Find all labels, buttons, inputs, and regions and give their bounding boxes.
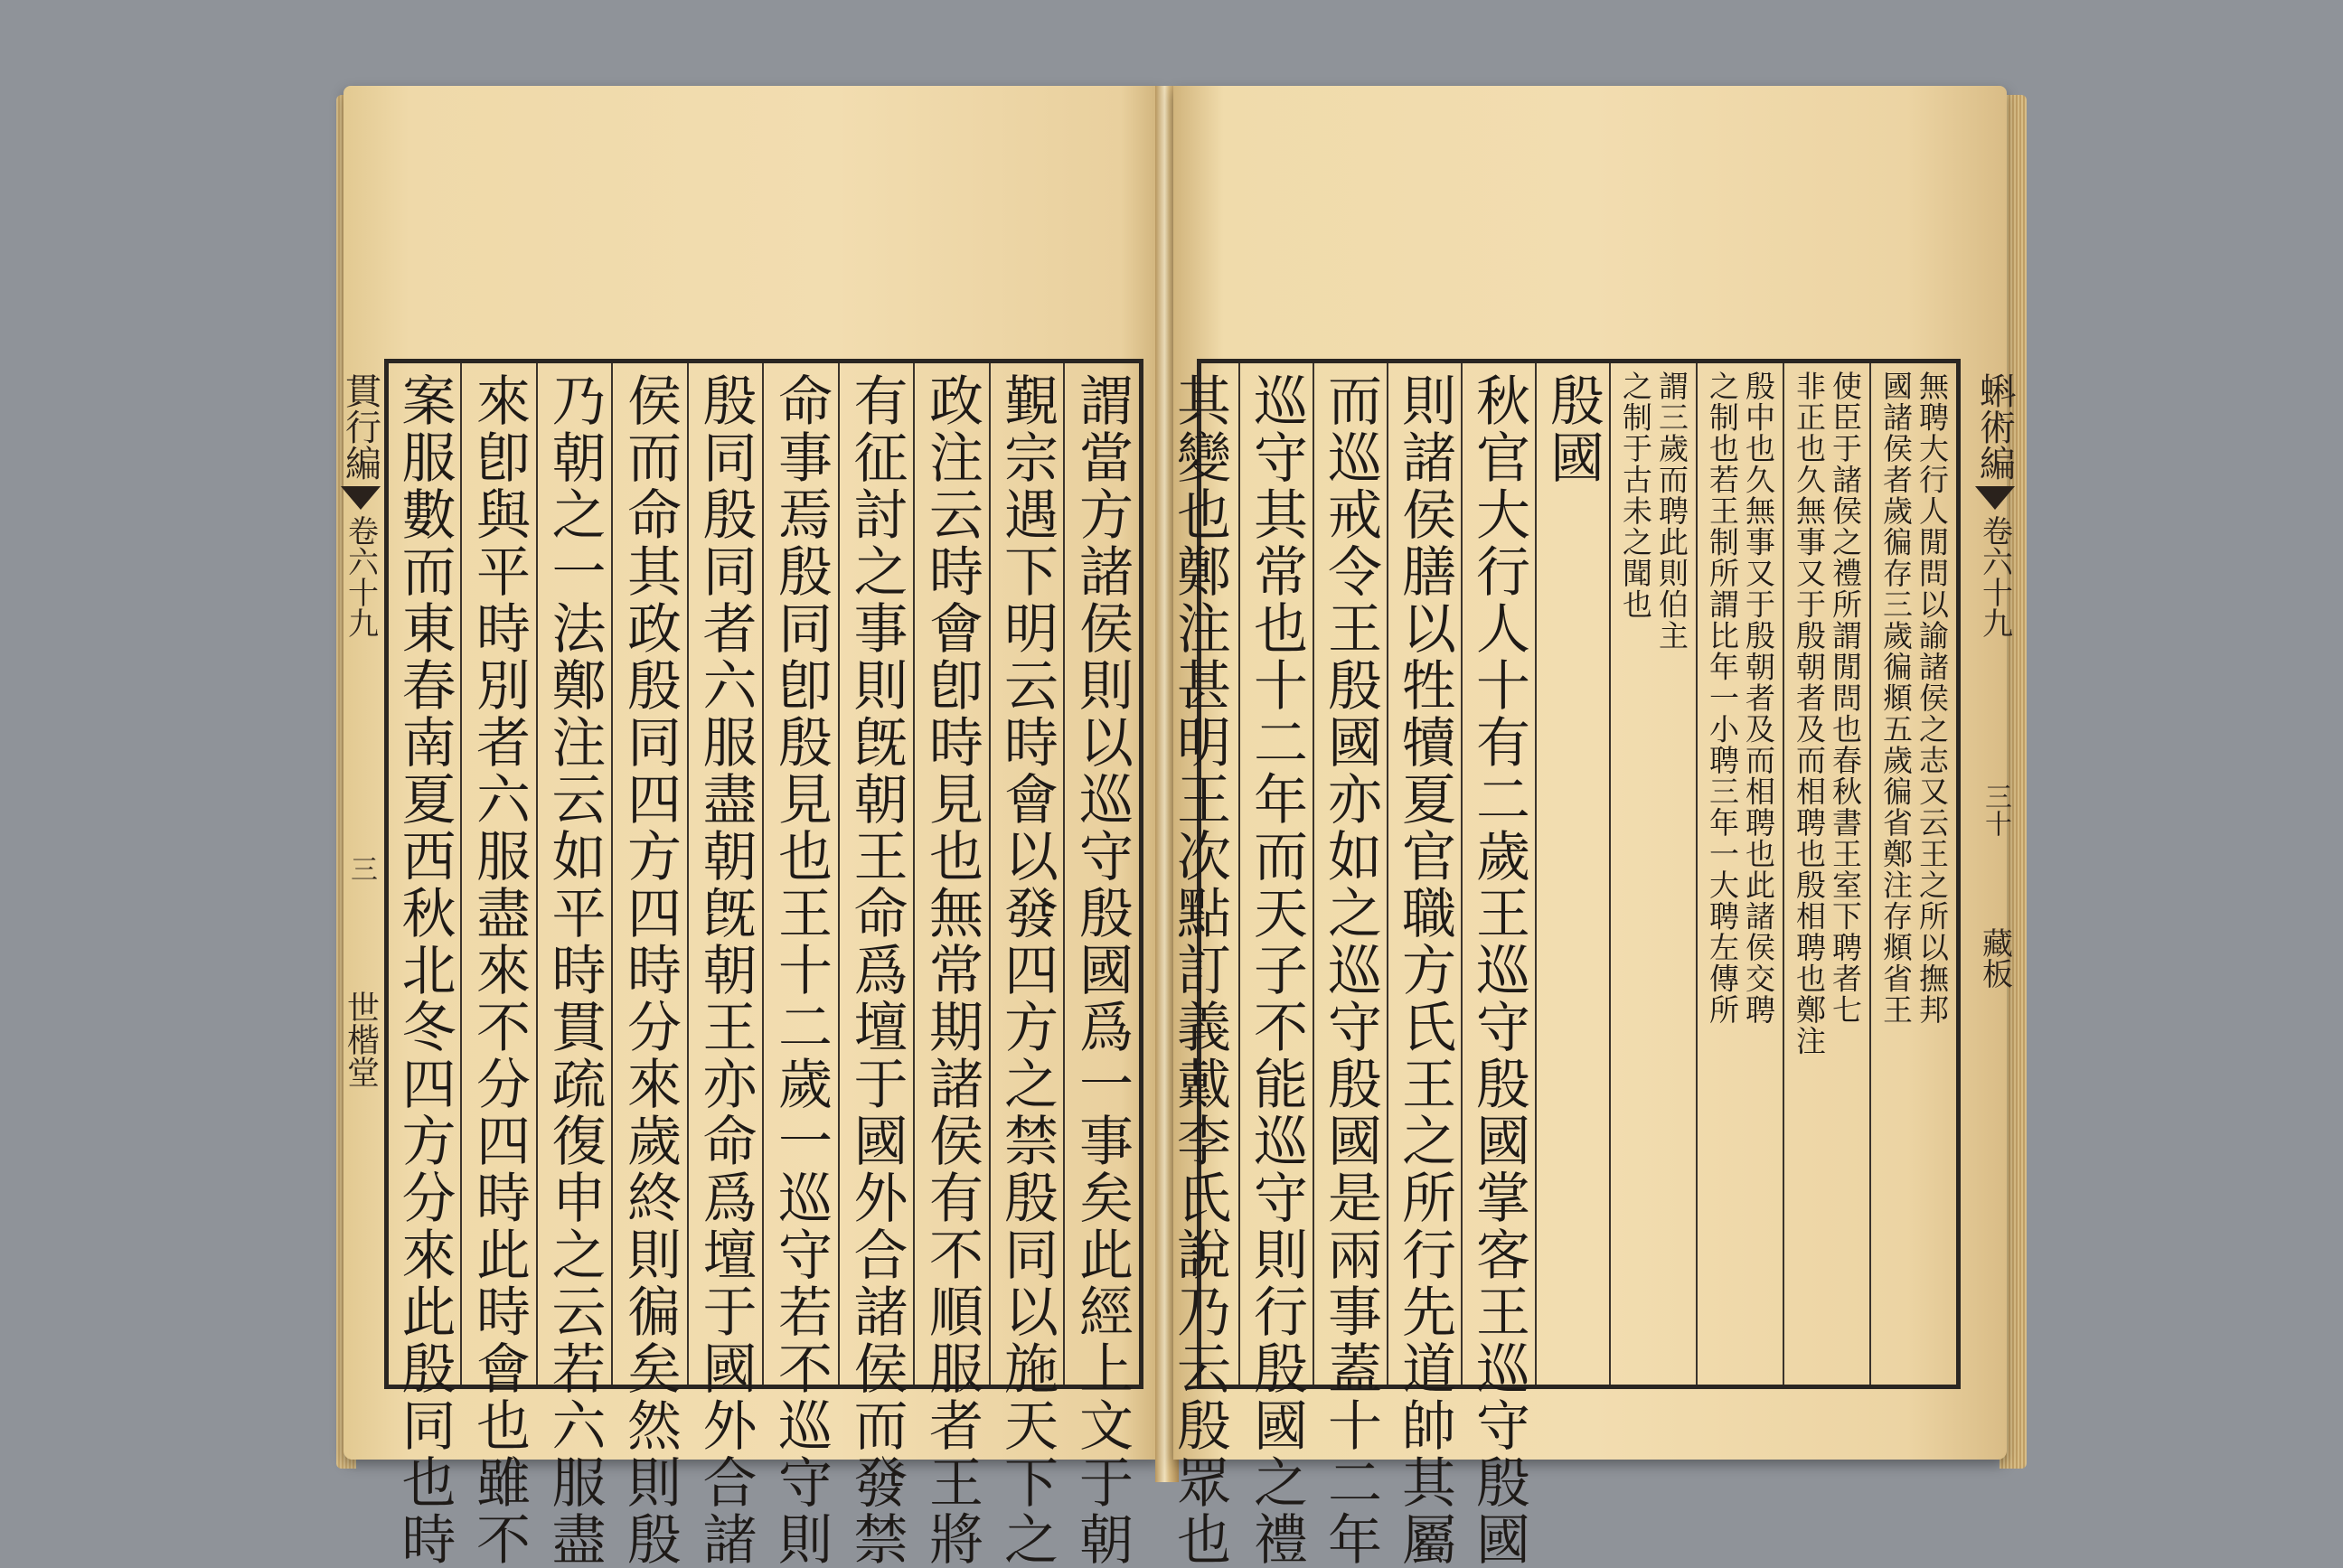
column-text: 其變也鄭注甚明王次點訂義戴李氏說乃云殷眾也 xyxy=(1168,372,1231,1568)
volume-label: 卷六十九 xyxy=(342,515,379,638)
column-text: 命事焉殷同卽殷見也王十二歲一巡守若不巡守則 xyxy=(769,372,833,1568)
open-book xyxy=(339,86,2016,1568)
annotation-text: 之制也若王制所謂比年一小聘三年一大聘左傳所 xyxy=(1705,371,1740,1026)
annotation-text: 非正也久無事又于殷朝者及而相聘也殷相聘也鄭注 xyxy=(1792,371,1827,1056)
right-page xyxy=(1168,86,2016,1568)
text-column xyxy=(611,363,687,1568)
annotation-column xyxy=(1609,363,1696,1385)
column-text: 殷同殷同者六服盡朝旣朝王亦命爲壇于國外合諸 xyxy=(693,372,757,1568)
column-text: 乃朝之一法鄭注云如平時貫疏復申之云若六服盡 xyxy=(542,372,607,1568)
annotation-text: 無聘大行人閒問以諭諸侯之志又云王之所以撫邦 xyxy=(1915,371,1950,1026)
left-text-frame xyxy=(339,359,1143,1568)
text-column xyxy=(536,363,611,1568)
text-column xyxy=(1063,363,1139,1568)
book-title: 貫行編 xyxy=(339,372,381,481)
annotation-column xyxy=(1783,363,1869,1385)
annotation-column xyxy=(1869,363,1956,1385)
right-columns xyxy=(1168,363,1956,1568)
text-column xyxy=(1238,363,1313,1568)
column-text: 巡守其常也十二年而天子不能巡守則行殷國之禮 xyxy=(1245,372,1308,1568)
column-text: 覲宗遇下明云時會以發四方之禁殷同以施天下之 xyxy=(995,372,1059,1568)
column-text: 而巡戒令王殷國亦如之巡守殷國是兩事蓋十二年 xyxy=(1319,372,1382,1568)
section-heading: 殷國 xyxy=(1541,372,1604,486)
text-column xyxy=(1161,363,1238,1568)
text-column xyxy=(989,363,1063,1568)
column-text: 來卽與平時別者六服盡來不分四時此時會也雖不 xyxy=(467,372,531,1568)
annotation-text: 國諸侯者歲徧存三歲徧頫五歲徧省鄭注存頫省王 xyxy=(1878,371,1914,1026)
volume-label: 卷六十九 xyxy=(1976,515,2013,638)
text-column xyxy=(1461,363,1535,1568)
right-page-margin-column xyxy=(1969,363,2021,1385)
column-text: 秋官大行人十有二歲王巡守殷國掌客王巡守殷國 xyxy=(1467,372,1530,1568)
annotation-text: 謂三歲而聘此則伯主 xyxy=(1654,371,1689,652)
column-text: 政注云時會卽時見也無常期諸侯有不順服者王將 xyxy=(920,372,983,1568)
right-text-frame xyxy=(1168,359,2016,1568)
column-text: 謂當方諸侯則以巡守殷國爲一事矣此經上文于朝 xyxy=(1070,372,1134,1568)
column-text: 則諸侯膳以牲犢夏官職方氏王之所行先道帥其屬 xyxy=(1393,372,1456,1568)
text-column xyxy=(913,363,989,1568)
publisher-name: 藏板 xyxy=(1976,927,2013,989)
book-title: 蝌術編 xyxy=(1973,372,2016,481)
left-page-margin-column xyxy=(334,363,387,1385)
fish-tail-mark xyxy=(1975,486,2015,510)
text-column xyxy=(1387,363,1461,1568)
text-column xyxy=(687,363,762,1568)
left-columns xyxy=(389,363,1139,1568)
left-page xyxy=(339,86,1162,1568)
column-text: 有征討之事則旣朝王命爲壇于國外合諸侯而發禁 xyxy=(844,372,908,1568)
column-text: 侯而命其政殷同四方四時分來歲終則徧矣然則殷 xyxy=(618,372,682,1568)
page-number: 三十 xyxy=(1980,783,2011,837)
page-number: 三 xyxy=(345,855,377,882)
text-column xyxy=(838,363,913,1568)
publisher-name: 世楷堂 xyxy=(342,991,380,1088)
fish-tail-mark xyxy=(341,486,381,510)
annotation-column xyxy=(1696,363,1783,1385)
text-column xyxy=(762,363,838,1568)
column-text: 案服數而東春南夏西秋北冬四方分來此殷同也時 xyxy=(392,372,456,1568)
text-column xyxy=(460,363,536,1568)
annotation-text: 之制于古未之聞也 xyxy=(1618,371,1653,620)
text-column xyxy=(1313,363,1387,1568)
heading-column xyxy=(1535,363,1609,1385)
text-column xyxy=(389,363,460,1568)
annotation-text: 使臣于諸侯之禮所謂閒問也春秋書王室下聘者七 xyxy=(1828,371,1863,1026)
annotation-text: 殷中也久無事又于殷朝者及而相聘也此諸侯交聘 xyxy=(1741,371,1776,1026)
